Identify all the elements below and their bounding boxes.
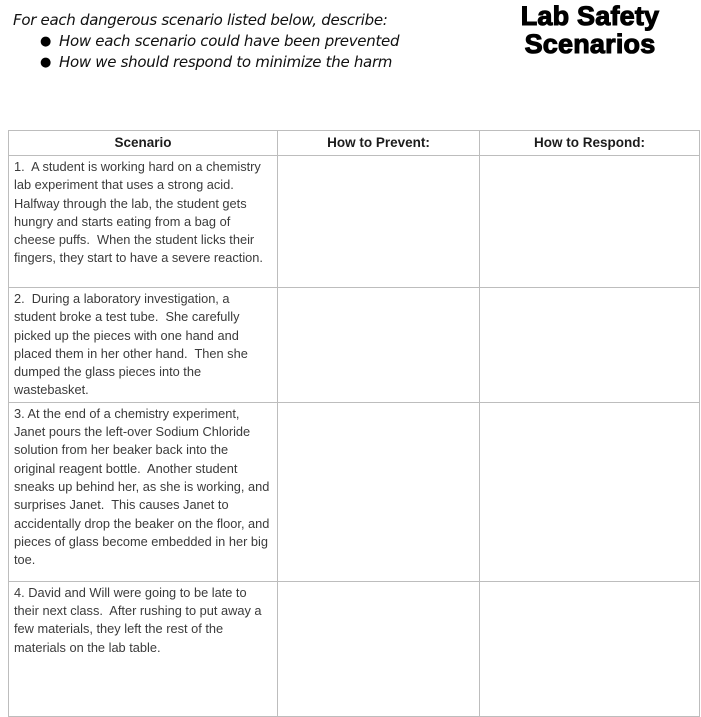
scenario-cell-4: 4. David and Will were going to be late to their next class. After rushing to put away a few materials, they left the rest of the materials on the lab table. [9,581,278,716]
instruction-bullet-1 [40,31,483,52]
instruction-bullet-2 [40,52,483,73]
scenario-cell-1: 1. A student is working hard on a chemistry lab experiment that uses a strong acid. Halfway through the lab, the student gets hungry and starts eating from a bag of cheese puffs. When the student licks their fingers, they start to have a severe reaction. [9,156,278,288]
table-row [9,581,700,716]
instruction-bullet-1-text: How each scenario could have been prevented [59,32,400,50]
page-title: Lab Safety Scenarios [520,1,660,59]
column-header-prevent: How to Prevent: [278,131,480,156]
scenario-cell-2: 2. During a laboratory investigation, a student broke a test tube. She carefully picked up the pieces with one hand and placed them in her other hand. Then she dumped the glass pieces into the wastebasket. [9,288,278,403]
instructions-intro: For each dangerous scenario listed below, describe: [13,11,388,29]
prevent-answer-cell-2[interactable] [278,288,480,403]
table-header-row [9,131,700,156]
respond-answer-cell-1[interactable] [480,156,700,288]
respond-answer-cell-4[interactable] [480,581,700,716]
table-row [9,288,700,403]
bullet-icon: ● [40,34,52,49]
column-header-respond: How to Respond: [480,131,700,156]
table-row [9,156,700,288]
respond-answer-cell-3[interactable] [480,402,700,581]
prevent-answer-cell-1[interactable] [278,156,480,288]
instructions-block [13,10,483,73]
table-row [9,402,700,581]
scenario-cell-3: 3. At the end of a chemistry experiment, Janet pours the left-over Sodium Chloride solution from her beaker back into the original reagent bottle. Another student sneaks up behind her, as she is working, and surprises Janet. This causes Janet to accidentally drop the beaker on the floor, and pieces of glass become embedded in her big toe. [9,402,278,581]
bullet-icon: ● [40,55,52,70]
instruction-bullet-2-text: How we should respond to minimize the harm [59,53,393,71]
respond-answer-cell-2[interactable] [480,288,700,403]
prevent-answer-cell-3[interactable] [278,402,480,581]
scenario-table [8,130,700,717]
column-header-scenario: Scenario [9,131,278,156]
prevent-answer-cell-4[interactable] [278,581,480,716]
